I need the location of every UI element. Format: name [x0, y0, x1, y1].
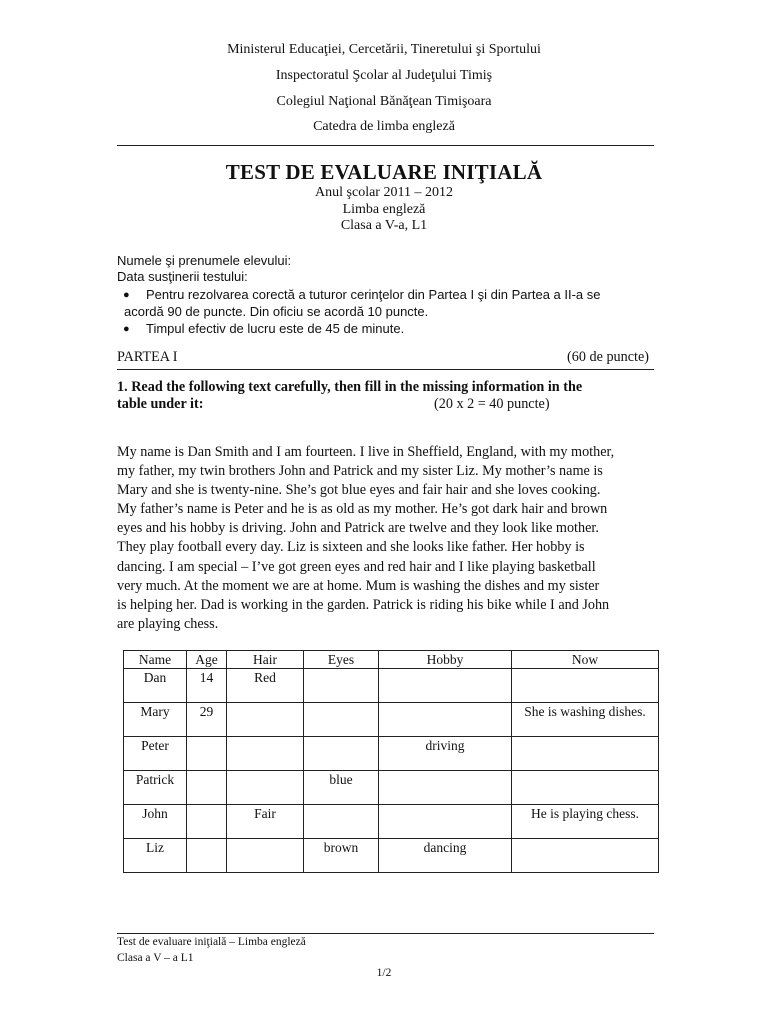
column-header-eyes: Eyes [304, 651, 379, 669]
cell-hair[interactable]: Red [227, 669, 304, 703]
cell-name: Patrick [124, 771, 187, 805]
cell-eyes[interactable] [304, 737, 379, 771]
family-info-table [123, 650, 659, 873]
column-header-name: Name [124, 651, 187, 669]
department-name: Catedra de limba engleză [313, 119, 455, 134]
cell-hobby[interactable] [379, 771, 512, 805]
cell-age[interactable] [187, 771, 227, 805]
page-number: 1/2 [376, 967, 392, 979]
exercise-points: (20 x 2 = 40 puncte) [434, 396, 550, 412]
part-divider [117, 369, 654, 370]
cell-name: Liz [124, 839, 187, 873]
table-row [124, 737, 659, 771]
table-row [124, 805, 659, 839]
cell-eyes[interactable] [304, 703, 379, 737]
cell-now[interactable]: He is playing chess. [512, 805, 659, 839]
school-name: Colegiul Naţional Bănăţean Timişoara [276, 94, 492, 109]
inspectorate-name: Inspectoratul Şcolar al Judeţului Timiş [275, 68, 493, 83]
cell-hair[interactable]: Fair [227, 805, 304, 839]
table-row [124, 703, 659, 737]
ministry-name: Ministerul Educaţiei, Cercetării, Tineretului şi Sportului [227, 42, 541, 57]
cell-name: John [124, 805, 187, 839]
passage-line: very much. At the moment we are at home. Mum is washing the dishes and my sister [117, 577, 600, 594]
cell-hair[interactable] [227, 771, 304, 805]
cell-eyes[interactable] [304, 669, 379, 703]
footer-divider [117, 933, 654, 934]
class-level: Clasa a V-a, L1 [340, 218, 428, 233]
cell-age[interactable] [187, 839, 227, 873]
cell-hobby[interactable] [379, 805, 512, 839]
passage-line: My name is Dan Smith and I am fourteen. I live in Sheffield, England, with my mother, [117, 444, 615, 460]
table-row [124, 669, 659, 703]
cell-age[interactable] [187, 805, 227, 839]
instruction-1-line-1: Pentru rezolvarea corectă a tuturor cerinţelor din Partea I şi din Partea a II-a se [146, 287, 601, 302]
column-header-now: Now [512, 651, 659, 669]
bullet-icon: ● [123, 289, 130, 301]
footer-test-name: Test de evaluare iniţială – Limba engleză [117, 936, 306, 948]
part-label: PARTEA I [117, 349, 178, 365]
cell-now[interactable] [512, 839, 659, 873]
cell-eyes[interactable] [304, 805, 379, 839]
cell-hair[interactable] [227, 839, 304, 873]
cell-name: Peter [124, 737, 187, 771]
table-row [124, 771, 659, 805]
cell-eyes[interactable]: blue [304, 771, 379, 805]
cell-name: Dan [124, 669, 187, 703]
reading-passage [117, 443, 651, 634]
cell-age[interactable]: 29 [187, 703, 227, 737]
passage-line: dancing. I am special – I’ve got green eyes and red hair and I like playing basketball [117, 558, 596, 575]
instruction-1-line-2: acordă 90 de puncte. Din oficiu se acordă 10 puncte. [124, 304, 429, 319]
cell-now[interactable] [512, 669, 659, 703]
cell-name: Mary [124, 703, 187, 737]
column-header-hair: Hair [227, 651, 304, 669]
passage-line: are playing chess. [117, 615, 219, 632]
cell-now[interactable]: She is washing dishes. [512, 703, 659, 737]
cell-now[interactable] [512, 737, 659, 771]
page-title: TEST DE EVALUARE INIŢIALĂ [225, 160, 543, 184]
passage-line: They play football every day. Liz is sixteen and she looks like father. Her hobby is [117, 539, 585, 556]
subject: Limba engleză [342, 202, 426, 217]
cell-age[interactable]: 14 [187, 669, 227, 703]
table-header-row [124, 651, 659, 669]
part-points: (60 de puncte) [567, 349, 649, 365]
passage-line: my father, my twin brothers John and Patrick and my sister Liz. My mother’s name is [117, 463, 603, 480]
cell-now[interactable] [512, 771, 659, 805]
instruction-2: Timpul efectiv de lucru este de 45 de minute. [146, 321, 405, 336]
cell-eyes[interactable]: brown [304, 839, 379, 873]
test-date-label: Data susţinerii testului: [117, 269, 248, 284]
cell-hobby[interactable] [379, 703, 512, 737]
cell-hair[interactable] [227, 703, 304, 737]
cell-hobby[interactable]: dancing [379, 839, 512, 873]
passage-line: My father’s name is Peter and he is as old as my mother. He’s got dark hair and brown [117, 501, 608, 518]
exercise-instruction-line-1: 1. Read the following text carefully, then fill in the missing information in the [117, 379, 583, 395]
table-row [124, 839, 659, 873]
bullet-icon: ● [123, 323, 130, 335]
passage-line: is helping her. Dad is working in the garden. Patrick is riding his bike while I and John [117, 596, 610, 613]
cell-hobby[interactable] [379, 669, 512, 703]
column-header-age: Age [187, 651, 227, 669]
footer-class: Clasa a V – a L1 [117, 952, 194, 964]
student-name-label: Numele şi prenumele elevului: [117, 253, 292, 268]
passage-line: eyes and his hobby is driving. John and Patrick are twelve and they look like mother. [117, 520, 599, 537]
exercise-instruction-line-2: table under it: [117, 396, 204, 412]
cell-age[interactable] [187, 737, 227, 771]
header-divider [117, 145, 654, 146]
cell-hobby[interactable]: driving [379, 737, 512, 771]
school-year: Anul şcolar 2011 – 2012 [315, 185, 453, 200]
column-header-hobby: Hobby [379, 651, 512, 669]
passage-line: Mary and she is twenty-nine. She’s got blue eyes and fair hair and she loves cooking. [117, 482, 601, 499]
cell-hair[interactable] [227, 737, 304, 771]
